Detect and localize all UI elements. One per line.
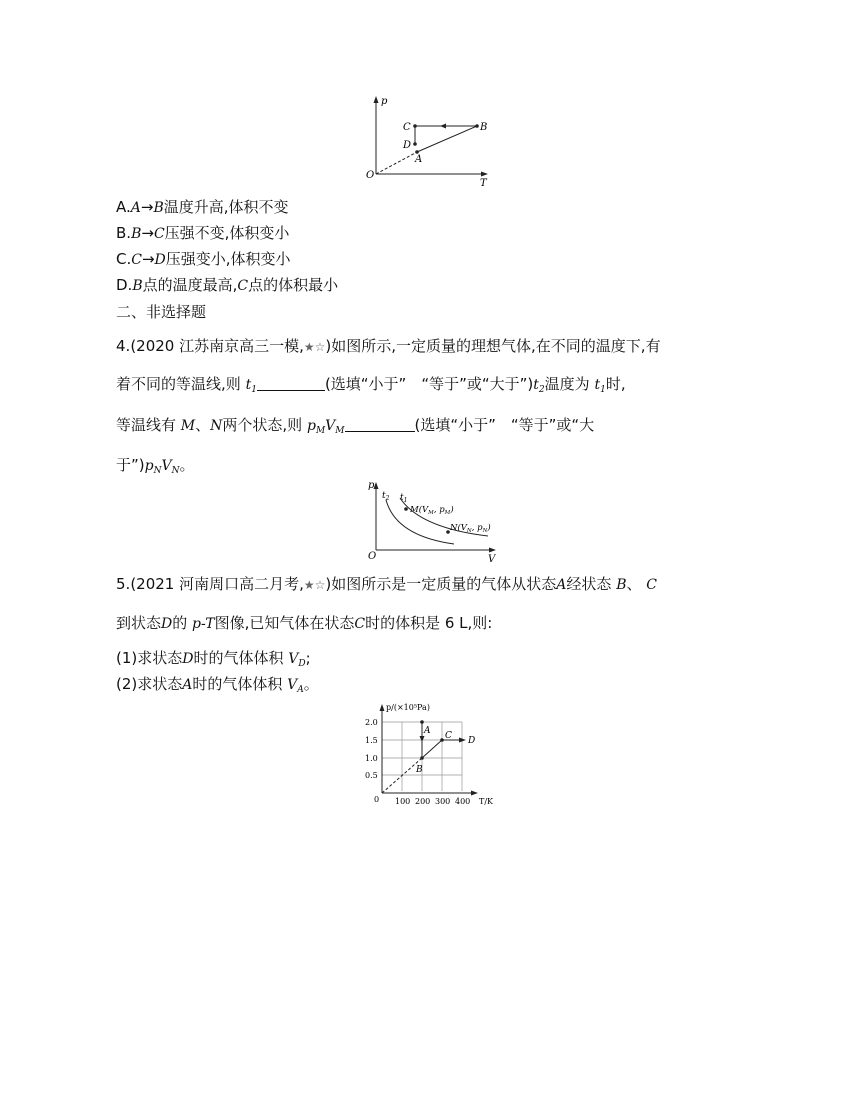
section-heading: 二、非选择题 bbox=[116, 303, 207, 321]
option-d: D.B点的温度最高,C点的体积最小 bbox=[116, 276, 339, 294]
point-label-c: C bbox=[445, 731, 452, 741]
q4-line3: 等温线有 M、N两个状态,则 $p_MV_M$ (选填“小于” “等于”或“大 bbox=[116, 416, 595, 436]
q4-line2: 着不同的等温线,则 $t_1$ (选填“小于” “等于”或“大于$”)t_2$温度为 $t_1$时, bbox=[116, 375, 626, 395]
q5-line2: 到状态D的 p-T图像,已知气体在状态C时的体积是 6 L,则: bbox=[116, 614, 493, 632]
point-label-a: A bbox=[424, 726, 431, 736]
q5-sub1: (1)求状态D时的气体体积 $V_D$; bbox=[116, 649, 311, 669]
y-tick-0-5: 0.5 bbox=[365, 771, 378, 780]
point-label-d: D bbox=[468, 736, 476, 746]
point-label-d: D bbox=[403, 140, 412, 151]
axis-x-label: T/K bbox=[479, 797, 494, 806]
answer-blank-2[interactable] bbox=[345, 415, 415, 432]
answer-blank-1[interactable] bbox=[257, 374, 325, 391]
q5-sub2: (2)求状态A时的气体体积 $V_A$。 bbox=[116, 675, 319, 695]
y-tick-2-0: 2.0 bbox=[365, 718, 378, 727]
point-label-m: $M(V_M$, $p_M$) bbox=[410, 505, 454, 516]
origin-label: 0 bbox=[374, 795, 380, 804]
axis-p-label: p bbox=[368, 480, 375, 491]
point-label-b: B bbox=[480, 122, 488, 133]
point-label-a: A bbox=[415, 154, 423, 165]
x-tick-300: 300 bbox=[435, 797, 451, 806]
option-c: C.C→D压强变小,体积变小 bbox=[116, 250, 291, 268]
option-b: B.B→C压强不变,体积变小 bbox=[116, 224, 290, 242]
curve-label-t2: $t_2$ bbox=[382, 491, 390, 502]
option-a: A.A→B温度升高,体积不变 bbox=[116, 198, 289, 216]
axis-t-label: T bbox=[480, 178, 487, 188]
x-tick-400: 400 bbox=[455, 797, 471, 806]
point-label-b: B bbox=[416, 765, 423, 775]
axis-y-label: p/(×10⁵Pa) bbox=[386, 703, 430, 712]
curve-label-t1: $t_1$ bbox=[400, 493, 408, 504]
figure-pt-grid bbox=[362, 700, 522, 810]
axis-v-label: V bbox=[488, 554, 496, 564]
x-tick-100: 100 bbox=[395, 797, 411, 806]
x-tick-200: 200 bbox=[415, 797, 431, 806]
figure-pv-isotherms bbox=[364, 478, 504, 564]
y-tick-1-0: 1.0 bbox=[365, 754, 378, 763]
origin-label: O bbox=[366, 170, 375, 181]
origin-label: O bbox=[368, 551, 377, 562]
q4-line1: 4.(2020 江苏南京高三一模,★☆)如图所示,一定质量的理想气体,在不同的温度下,有 bbox=[116, 337, 661, 355]
point-label-c: C bbox=[403, 122, 411, 133]
y-tick-1-5: 1.5 bbox=[365, 736, 378, 745]
point-label-n: $N(V_N$, $p_N$) bbox=[450, 523, 491, 534]
axis-p-label: p bbox=[381, 96, 388, 107]
q4-line4: 于$”)p_NV_N$。 bbox=[116, 456, 195, 476]
figure-pt-abcd bbox=[360, 92, 500, 188]
q5-line1: 5.(2021 河南周口高二月考,★☆)如图所示是一定质量的气体从状态A经状态 B、 C bbox=[116, 575, 657, 593]
